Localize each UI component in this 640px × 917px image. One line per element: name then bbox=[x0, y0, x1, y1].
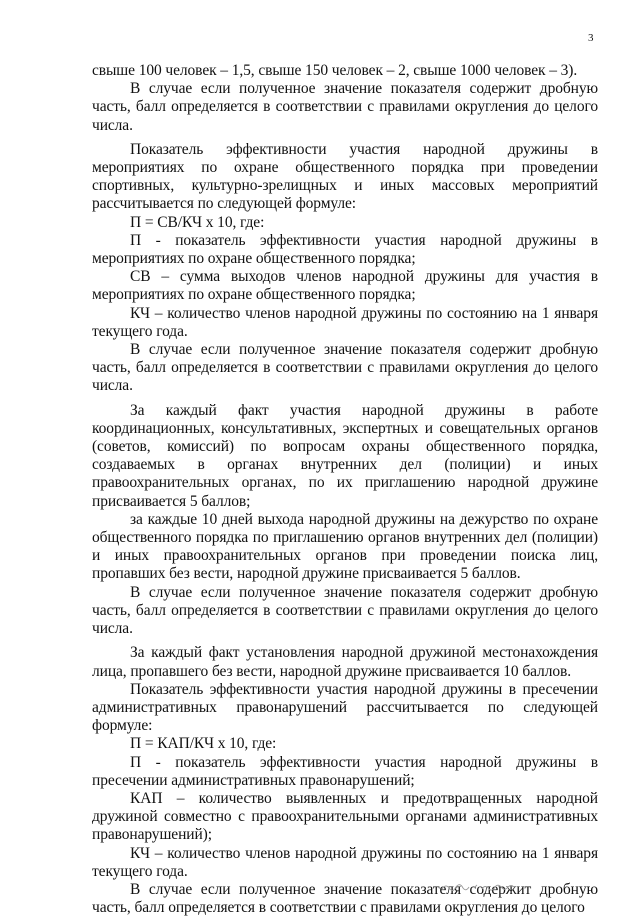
paragraph-missing-person-found: За каждый факт установления народной дружиной местонахождения лица, пропавшего без вести, народной дружине присваивается 10 баллов. bbox=[92, 644, 598, 680]
formula-mass-events: П = СВ/КЧ х 10, где: bbox=[130, 213, 265, 231]
paragraph-rounding-rule: В случае если полученное значение показателя содержит дробную часть, балл определяется в соответствии с правилами округления до целого числа. bbox=[92, 341, 598, 395]
document-body bbox=[92, 62, 598, 917]
definition-kap: КАП – количество выявленных и предотвращенных народной дружиной совместно с правоохранительными органами административных правонарушений); bbox=[92, 789, 598, 844]
paragraph-rounding-rule: В случае если полученное значение показателя содержит дробную часть, балл определяется в соответствии с правилами округления до целого числа. bbox=[92, 80, 598, 134]
definition-p: П - показатель эффективности участия народной дружины в пресечении административных правонарушений; bbox=[92, 753, 598, 789]
paragraph-coordination-bodies: За каждый факт участия народной дружины в работе координационных, консультативных, экспертных и совещательных органов (советов, комиссий) по вопросам охраны общественного порядка, создаваемых в органах внутренних дел (полиции) и иных правоохранительных органах, по их приглашению народной дружине присваивается 5 баллов; bbox=[92, 401, 598, 510]
paragraph-offences-indicator: Показатель эффективности участия народной дружины в пресечении административных правонарушений рассчитывается по следующей формуле: bbox=[92, 680, 598, 735]
paragraph-rounding-rule: В случае если полученное значение показателя содержит дробную часть, балл определяется в соответствии с правилами округления до целого числа. bbox=[92, 583, 598, 638]
definition-p: П - показатель эффективности участия народной дружины в мероприятиях по охране общественного порядка; bbox=[92, 231, 598, 268]
paragraph-rounding-rule: В случае если полученное значение показателя содержит дробную часть, балл определяется в соответствии с правилами округления до целого bbox=[92, 880, 598, 917]
paragraph-missing-persons-duty: за каждые 10 дней выхода народной дружины на дежурство по охране общественного порядка по приглашению органов внутренних дел (полиции) и иных правоохранительных органов при проведении поиска лиц, пропавших без вести, народной дружине присваивается 5 баллов. bbox=[92, 510, 598, 583]
paragraph-mass-events-indicator: Показатель эффективности участия народной дружины в мероприятиях по охране общественного порядка при проведении спортивных, культурно-зрелищных и иных массовых мероприятий рассчитывается по следующей формуле: bbox=[92, 140, 598, 213]
definition-kch: КЧ – количество членов народной дружины по состоянию на 1 января текущего года. bbox=[92, 304, 598, 340]
definition-sv: СВ – сумма выходов членов народной дружины для участия в мероприятиях по охране общественного порядка; bbox=[92, 268, 598, 304]
scan-mark-icon bbox=[438, 876, 548, 896]
paragraph-continuation: свыше 100 человек – 1,5, свыше 150 человек – 2, свыше 1000 человек – 3). bbox=[92, 62, 578, 79]
page-number: 3 bbox=[588, 32, 594, 44]
formula-offences: П = КАП/КЧ х 10, где: bbox=[130, 735, 277, 753]
definition-kch: КЧ – количество членов народной дружины по состоянию на 1 января текущего года. bbox=[92, 844, 598, 880]
